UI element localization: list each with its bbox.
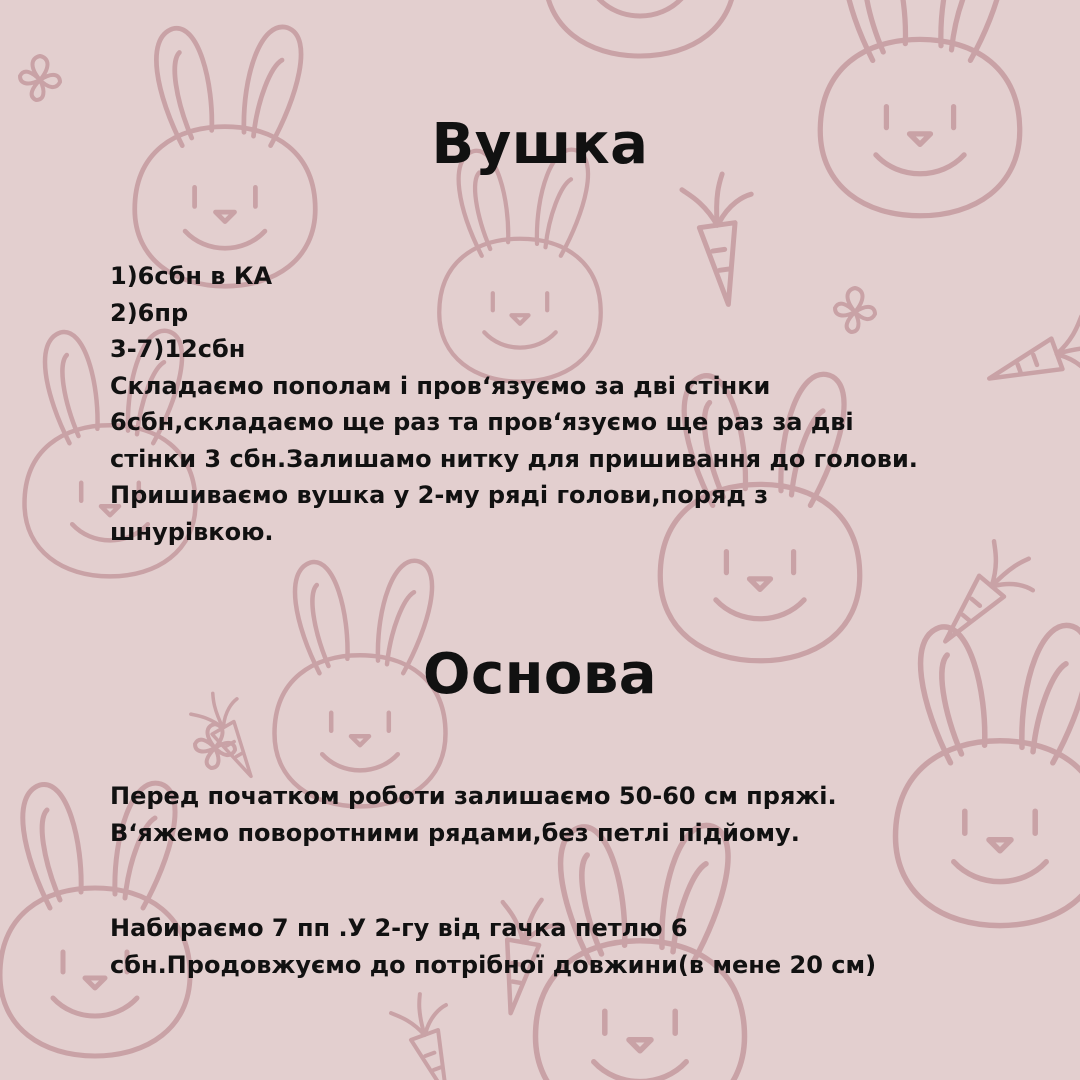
text-line: 3-7)12сбн [110, 335, 246, 363]
text-line: шнурівкою. [110, 517, 274, 546]
text-line: 2)6пр [110, 298, 189, 327]
text-line: Пришиваємо вушка у 2-му ряді голови,поряд з [110, 481, 769, 509]
section-title-vushka: Вушка [431, 112, 649, 177]
text-line: Складаємо пополам і пров‘язуємо за дві стінки [110, 371, 771, 400]
text-line: сбн.Продовжуємо до потрібної довжини(в мене 20 см) [110, 950, 877, 979]
text-line: В‘яжемо поворотними рядами,без петлі підйому. [110, 818, 800, 847]
text-line: 6сбн,складаємо ще раз та пров‘язуємо ще раз за дві [110, 408, 854, 436]
section-body-vushka [110, 258, 1010, 550]
text-line: Набираємо 7 пп .У 2-гу від гачка петлю 6 [110, 914, 688, 942]
section-body-osnova-paragraph-1 [110, 778, 1010, 851]
text-line: 1)6сбн в КА [110, 262, 273, 290]
text-line: стінки 3 сбн.Залишамо нитку для пришивання до голови. [110, 444, 918, 473]
section-body-osnova-paragraph-2 [110, 910, 1010, 983]
section-title-osnova: Основа [422, 642, 658, 707]
text-line: Перед початком роботи залишаємо 50-60 см пряжі. [110, 782, 837, 810]
